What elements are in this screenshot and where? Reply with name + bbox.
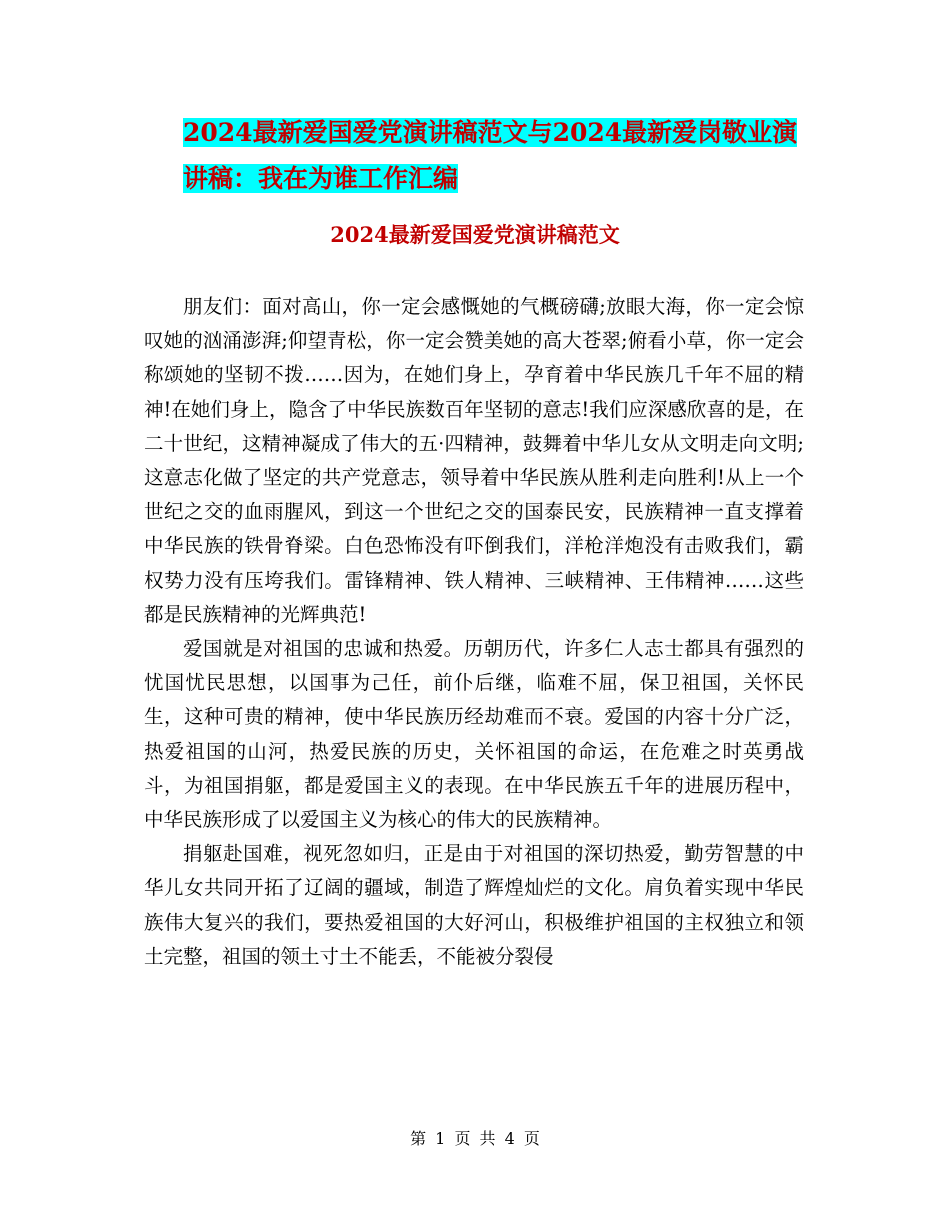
document-title-line-2: 讲稿：我在为谁工作汇编 [183,164,459,193]
paragraph-3: 捐躯赴国难，视死忽如归，正是由于对祖国的深切热爱，勤劳智慧的中华儿女共同开拓了辽阔的疆域，制造了辉煌灿烂的文化。肩负着实现中华民族伟大复兴的我们，要热爱祖国的大好河山，积极维护祖国的主权独立和领土完整，祖国的领土寸土不能丢，不能被分裂侵 [144,842,804,968]
body-text [144,290,804,974]
page-footer: 第 1 页 共 4 页 [410,1129,540,1148]
section-heading: 2024最新爱国爱党演讲稿范文 [330,222,620,247]
document-title-line-1: 2024最新爱国爱党演讲稿范文与2024最新爱岗敬业演 [183,118,798,147]
document-title [183,110,823,202]
paragraph-1: 朋友们：面对高山，你一定会感慨她的气概磅礴;放眼大海，你一定会惊叹她的汹涌澎湃;仰望青松，你一定会赞美她的高大苍翠;俯看小草，你一定会称颂她的坚韧不拨……因为，在她们身上，孕育着中华民族几千年不屈的精神!在她们身上，隐含了中华民族数百年坚韧的意志!我们应深感欣喜的是，在二十世纪，这精神凝成了伟大的五·四精神，鼓舞着中华儿女从文明走向文明;这意志化做了坚定的共产党意志，领导着中华民族从胜利走向胜利!从上一个世纪之交的血雨腥风，到这一个世纪之交的国泰民安，民族精神一直支撑着中华民族的铁骨脊梁。白色恐怖没有吓倒我们，洋枪洋炮没有击败我们，霸权势力没有压垮我们。雷锋精神、铁人精神、三峡精神、王伟精神……这些都是民族精神的光辉典范! [144,295,804,626]
paragraph-2: 爱国就是对祖国的忠诚和热爱。历朝历代，许多仁人志士都具有强烈的忧国忧民思想，以国事为己任，前仆后继，临难不屈，保卫祖国，关怀民生，这种可贵的精神，使中华民族历经劫难而不衰。爱国的内容十分广泛，热爱祖国的山河，热爱民族的历史，关怀祖国的命运，在危难之时英勇战斗，为祖国捐躯，都是爱国主义的表现。在中华民族五千年的进展历程中，中华民族形成了以爱国主义为核心的伟大的民族精神。 [144,637,804,832]
